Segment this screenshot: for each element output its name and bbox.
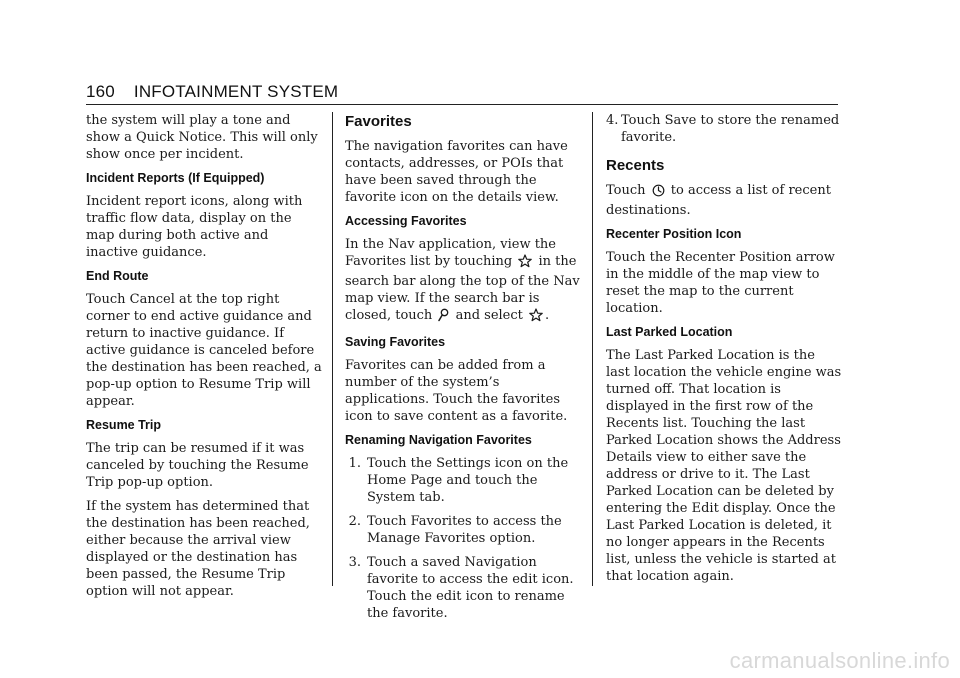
list-item	[345, 513, 581, 547]
accessing-text-a: In the Nav application, view the Favorites list by touching	[345, 237, 556, 269]
column-2	[345, 112, 581, 629]
heading-saving-favorites: Saving Favorites	[345, 335, 446, 349]
list-item-text: Touch the Settings icon on the Home Page and touch the System tab.	[367, 456, 569, 505]
list-item-number: 4.	[606, 113, 619, 128]
recents-text-a: Touch	[606, 183, 646, 198]
list-item	[345, 554, 581, 622]
page-number: 160	[86, 82, 115, 101]
column-divider-1	[332, 112, 333, 586]
list-item	[606, 112, 842, 146]
paragraph-resume-trip-1: The trip can be resumed if it was canceled by touching the Resume Trip pop-up option.	[86, 441, 309, 490]
paragraph-last-parked: The Last Parked Location is the last location the vehicle engine was turned off. That location is displayed in the first row of the Recents list. Touching the last Parked Location shows the Address Details view to either save the address or drive to it. The Last Parked Location can be deleted by entering the Edit display. Once the Last Parked Location is deleted, it no longer appears in the Recents list, unless the vehicle is started at that location again.	[606, 348, 842, 584]
heading-last-parked: Last Parked Location	[606, 325, 733, 339]
watermark: carmanualsonline.info	[729, 648, 950, 673]
list-item	[345, 455, 581, 506]
paragraph-resume-trip-2: If the system has determined that the destination has been reached, either because the arrival view displayed or the destination has been passed, the Resume Trip option will not appear.	[86, 499, 310, 599]
heading-recenter-position: Recenter Position Icon	[606, 227, 742, 241]
heading-end-route: End Route	[86, 269, 149, 283]
star-icon	[518, 254, 532, 273]
heading-favorites: Favorites	[345, 113, 412, 130]
accessing-text-c: and select	[455, 308, 523, 323]
list-item-number: 3.	[348, 555, 361, 570]
paragraph-incident-reports: Incident report icons, along with traffic flow data, display on the map during both active and inactive guidance.	[86, 194, 303, 260]
paragraph-accessing-favorites	[345, 236, 581, 327]
section-title: INFOTAINMENT SYSTEM	[133, 82, 339, 101]
paragraph-favorites: The navigation favorites can have contacts, addresses, or POIs that have been saved through the favorite icon on the details view.	[345, 139, 568, 205]
paragraph-quick-notice: the system will play a tone and show a Quick Notice. This will only show once per incident.	[86, 113, 318, 162]
heading-incident-reports: Incident Reports (If Equipped)	[86, 171, 265, 185]
heading-recents: Recents	[606, 157, 665, 174]
accessing-text-b: in the search bar along the top of the Nav map view. If the search bar is closed, touch	[345, 254, 580, 323]
list-item-number: 2.	[348, 514, 361, 529]
list-item-text: Touch a saved Navigation favorite to access the edit icon. Touch the edit icon to rename the favorite.	[367, 555, 574, 621]
column-divider-2	[592, 112, 593, 586]
header-rule	[86, 104, 838, 105]
list-item-number: 1.	[348, 456, 361, 471]
paragraph-saving-favorites: Favorites can be added from a number of the system’s applications. Touch the favorites icon to save content as a favorite.	[345, 358, 568, 424]
heading-renaming-favorites: Renaming Navigation Favorites	[345, 433, 532, 447]
paragraph-recents	[606, 182, 842, 219]
list-item-text: Touch Save to store the renamed favorite.	[621, 113, 840, 145]
paragraph-recenter-position: Touch the Recenter Position arrow in the middle of the map view to reset the map to the current location.	[606, 250, 835, 316]
search-icon	[438, 308, 449, 327]
heading-accessing-favorites: Accessing Favorites	[345, 214, 467, 228]
list-item-text: Touch Favorites to access the Manage Favorites option.	[367, 514, 562, 546]
column-3	[606, 112, 842, 592]
clock-icon	[652, 184, 665, 202]
page-header	[86, 82, 838, 102]
accessing-text-d: .	[545, 308, 550, 323]
heading-resume-trip: Resume Trip	[86, 418, 162, 432]
star-icon	[529, 308, 543, 327]
paragraph-end-route: Touch Cancel at the top right corner to end active guidance and return to inactive guidance. If active guidance is canceled before the destination has been reached, a pop-up option to Resume Trip will appear.	[86, 292, 322, 409]
column-1	[86, 112, 322, 607]
recents-text-b: to access a list of recent destinations.	[606, 183, 831, 218]
